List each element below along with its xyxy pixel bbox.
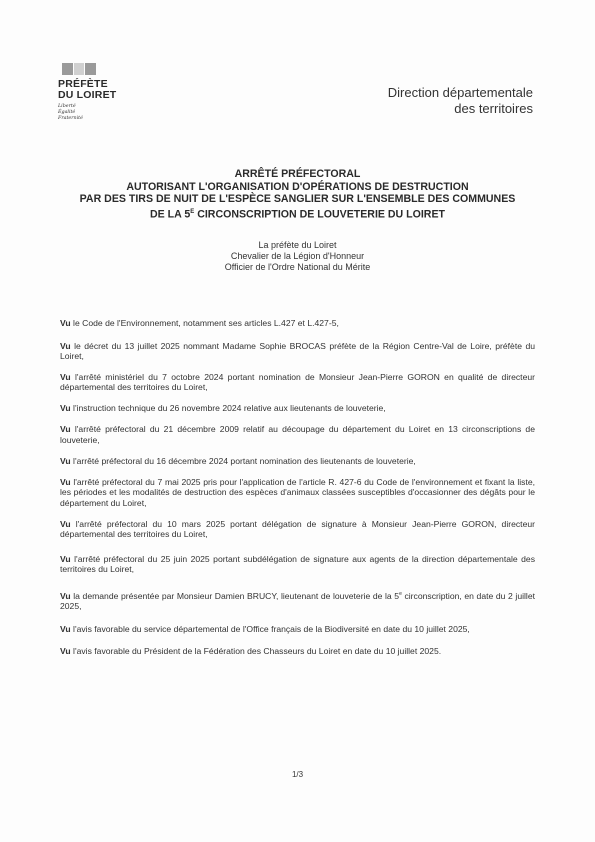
marianne-logo-icon <box>62 63 96 75</box>
visa-item: Vu l'arrêté préfectoral du 25 juin 2025 portant subdélégation de signature aux agents de la direction départementale des territoires du Loiret, <box>60 553 535 574</box>
visa-item: Vu l'arrêté ministériel du 7 octobre 2024 portant nomination de Monsieur Jean-Pierre GORON en qualité de directeur départemental des territoires du Loiret, <box>60 371 535 392</box>
visas-list <box>60 318 535 667</box>
visa-item: Vu l'arrêté préfectoral du 7 mai 2025 pris pour l'application de l'article R. 427-6 du Code de l'environnement et fixant la liste, les périodes et les modalités de destruction des espèces d'animaux classées susceptibles d'occasionner des dégâts pour le département du Loiret, <box>60 476 535 508</box>
title-line-4: DE LA $5^E$ CIRCONSCRIPTION DE LOUVETERIE DU LOIRET <box>150 208 445 221</box>
logo-title: PRÉFÈTE DU LOIRET <box>58 78 117 101</box>
signatory-block: La préfète du Loiret Chevalier de la Légion d'Honneur Officier de l'Ordre National du Mérite <box>224 240 371 272</box>
visa-item: Vu le Code de l'Environnement, notamment ses articles L.427 et L.427-5, <box>60 318 339 328</box>
visa-item: Vu l'arrêté préfectoral du 21 décembre 2009 relatif au découpage du département du Loiret en 13 circonscriptions de louveterie, <box>60 424 535 445</box>
visa-item: Vu le décret du 13 juillet 2025 nommant Madame Sophie BROCAS préfète de la Région Centre-Val de Loire, préfète du Loiret, <box>60 340 535 361</box>
document-title: ARRÊTÉ PRÉFECTORAL AUTORISANT L'ORGANISATION D'OPÉRATIONS DE DESTRUCTION PAR DES TIRS DE NUIT DE L'ESPÈCE SANGLIER SUR L'ENSEMBLE DES COMMUNES DE LA $5^E$ CIRCONSCRIPTION DE LOUVETERIE DU LOIRET <box>60 168 535 221</box>
issuing-department: Direction départementale des territoires <box>387 85 533 116</box>
visa-item-demande: Vu la demande présentée par Monsieur Damien BRUCY, lieutenant de louveterie de la 5e circonscription, en date du 2 juillet 2025, <box>60 590 535 611</box>
visa-item: Vu l'instruction technique du 26 novembre 2024 relative aux lieutenants de louveterie, <box>60 403 386 413</box>
visa-item: Vu l'arrêté préfectoral du 16 décembre 2024 portant nomination des lieutenants de louveterie, <box>60 455 416 466</box>
visa-item: Vu l'arrêté préfectoral du 10 mars 2025 portant délégation de signature à Monsieur Jean-Pierre GORON, directeur départemental des territoires du Loiret, <box>60 518 535 539</box>
logo-motto: Liberté Égalité Fraternité <box>58 104 83 121</box>
visa-item: Vu l'avis favorable du service départemental de l'Office français de la Biodiversité en date du 10 juillet 2025, <box>60 623 470 634</box>
prefecture-logo <box>58 63 138 122</box>
visa-item: Vu l'avis favorable du Président de la Fédération des Chasseurs du Loiret en date du 10 juillet 2025. <box>60 646 442 657</box>
page-number: 1/3 <box>291 770 304 779</box>
